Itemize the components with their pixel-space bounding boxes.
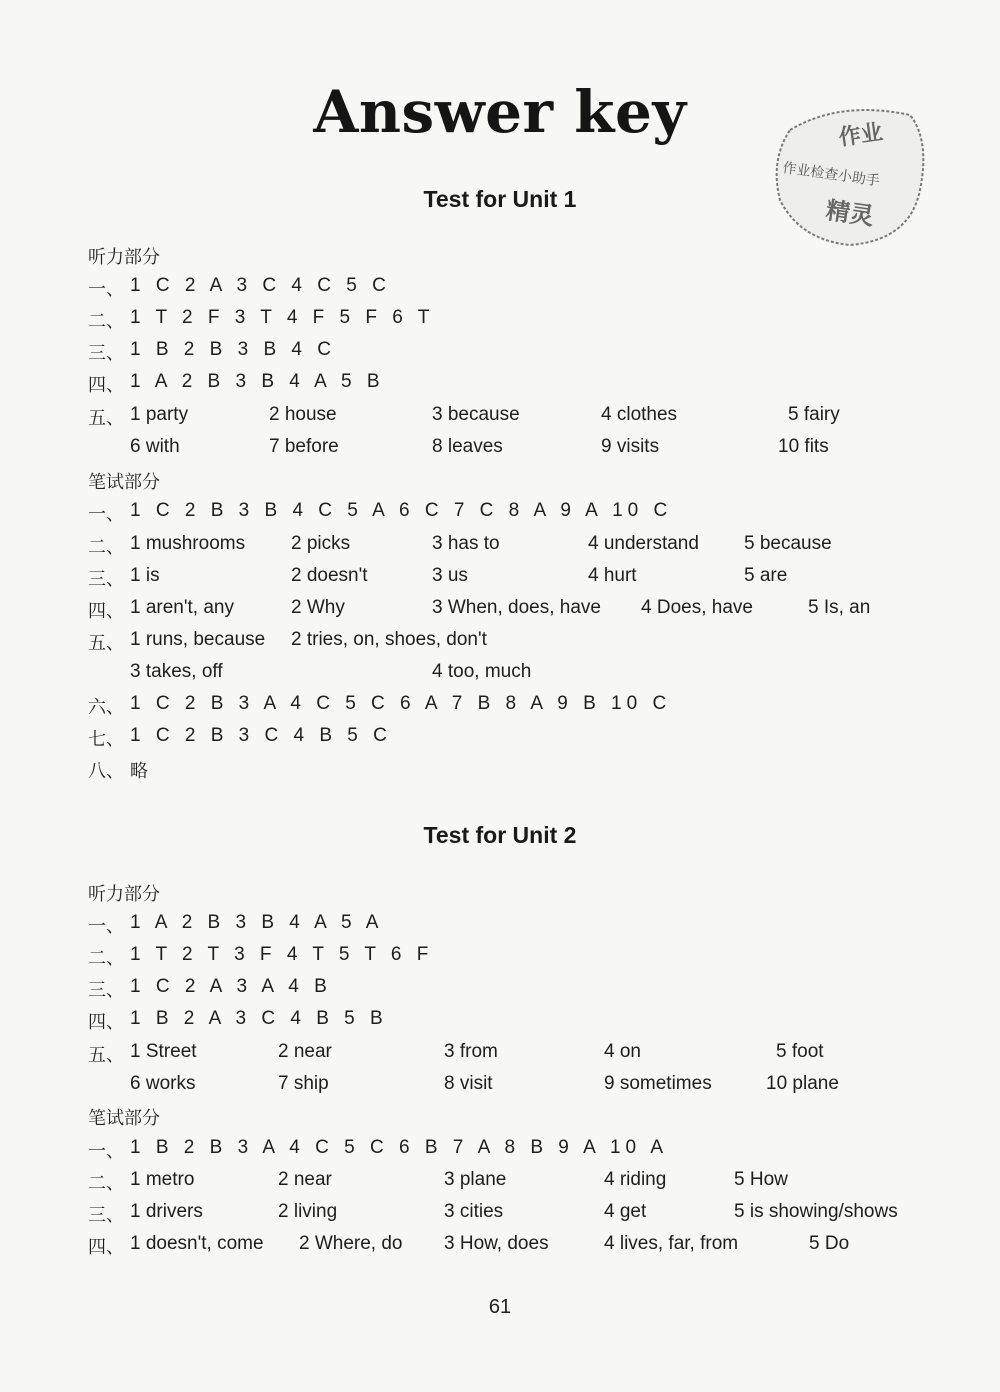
answer-cell: 8 leaves [432, 436, 503, 457]
answer-cell: 1 runs, because [130, 629, 266, 650]
unit1-writing-q4 [88, 597, 908, 623]
answer-cell: 4 hurt [588, 565, 637, 586]
answer-cell: 6 works [130, 1073, 196, 1094]
question-number: 六、 [88, 697, 124, 718]
answer-cell: 4 riding [604, 1169, 667, 1190]
answer-cell: 3 us [432, 565, 468, 586]
answer-cell: 1 mushrooms [130, 533, 246, 554]
answer-cell: 3 When, does, have [432, 597, 601, 618]
answer-cell: 1 drivers [130, 1201, 203, 1222]
question-number: 五、 [88, 408, 124, 429]
unit1-writing-q5-row1 [88, 629, 908, 655]
question-number: 三、 [88, 569, 124, 590]
question-number: 四、 [88, 375, 124, 396]
answer-cell: 4 understand [588, 533, 699, 554]
unit1-writing-label: 笔试部分 [88, 472, 160, 493]
answers: 1 C 2 B 3 B 4 C 5 A 6 C 7 C 8 A 9 A 10 C [130, 500, 673, 521]
unit1-listening-q5-row1 [88, 404, 908, 430]
answer-cell: 5 foot [776, 1041, 824, 1062]
answer-cell: 2 picks [291, 533, 351, 554]
unit1-listening-q5-row2 [88, 436, 908, 462]
answer-cell: 2 house [269, 404, 337, 425]
stamp-line1: 作业 [837, 120, 885, 151]
answers: 略 [130, 761, 153, 782]
question-number: 七、 [88, 729, 124, 750]
question-number: 四、 [88, 1012, 124, 1033]
answer-cell: 5 Is, an [808, 597, 871, 618]
homework-helper-stamp [770, 100, 930, 250]
answer-cell: 8 visit [444, 1073, 493, 1094]
unit2-listening-label: 听力部分 [88, 884, 160, 905]
answer-cell: 4 too, much [432, 661, 532, 682]
unit2-heading: Test for Unit 2 [423, 822, 577, 848]
answer-cell: 9 sometimes [604, 1073, 712, 1094]
question-number: 二、 [88, 1173, 124, 1194]
answers: 1 B 2 B 3 B 4 C [130, 339, 336, 360]
answer-cell: 5 How [734, 1169, 788, 1190]
answers: 1 C 2 A 3 C 4 C 5 C [130, 275, 391, 296]
answers: 1 C 2 B 3 A 4 C 5 C 6 A 7 B 8 A 9 B 10 C [130, 693, 672, 714]
unit2-listening-q5-row2 [88, 1073, 908, 1099]
answer-cell: 3 How, does [444, 1233, 549, 1254]
answer-cell: 4 get [604, 1201, 647, 1222]
answer-cell: 3 cities [444, 1201, 504, 1222]
answers: 1 A 2 B 3 B 4 A 5 A [130, 912, 384, 933]
answer-cell: 3 plane [444, 1169, 507, 1190]
question-number: 五、 [88, 1045, 124, 1066]
unit1-writing-q2 [88, 533, 908, 559]
answer-cell: 1 is [130, 565, 160, 586]
answer-cell: 2 Where, do [299, 1233, 403, 1254]
question-number: 一、 [88, 916, 124, 937]
answer-cell: 2 near [278, 1041, 332, 1062]
unit1-writing-q3 [88, 565, 908, 591]
question-number: 一、 [88, 279, 124, 300]
unit1-listening-label: 听力部分 [88, 247, 160, 268]
answer-cell: 2 living [278, 1201, 338, 1222]
answer-cell: 3 takes, off [130, 661, 223, 682]
question-number: 二、 [88, 537, 124, 558]
answer-cell: 3 from [444, 1041, 498, 1062]
question-number: 五、 [88, 633, 124, 654]
answers: 1 B 2 A 3 C 4 B 5 B [130, 1008, 388, 1029]
question-number: 二、 [88, 948, 124, 969]
question-number: 一、 [88, 504, 124, 525]
answers: 1 C 2 B 3 C 4 B 5 C [130, 725, 392, 746]
page-number: 61 [488, 1296, 512, 1318]
answer-cell: 4 on [604, 1041, 641, 1062]
answer-cell: 5 fairy [788, 404, 840, 425]
answer-cell: 1 Street [130, 1041, 197, 1062]
unit1-writing-q5-row2 [88, 661, 908, 687]
answers: 1 T 2 F 3 T 4 F 5 F 6 T [130, 307, 435, 328]
answers: 1 A 2 B 3 B 4 A 5 B [130, 371, 385, 392]
answer-cell: 5 Do [809, 1233, 850, 1254]
question-number: 一、 [88, 1141, 124, 1162]
unit1-heading: Test for Unit 1 [423, 186, 577, 212]
question-number: 四、 [88, 601, 124, 622]
answers: 1 B 2 B 3 A 4 C 5 C 6 B 7 A 8 B 9 A 10 A [130, 1137, 669, 1158]
answer-cell: 6 with [130, 436, 180, 457]
question-number: 八、 [88, 761, 124, 782]
unit2-writing-q2 [88, 1169, 918, 1195]
question-number: 三、 [88, 1205, 124, 1226]
answer-cell: 3 because [432, 404, 520, 425]
answer-cell: 1 aren't, any [130, 597, 234, 618]
stamp-line2: 作业检查小助手 [781, 160, 881, 190]
answer-cell: 1 metro [130, 1169, 195, 1190]
answer-cell: 5 are [744, 565, 788, 586]
answers: 1 T 2 T 3 F 4 T 5 T 6 F [130, 944, 434, 965]
question-number: 三、 [88, 343, 124, 364]
question-number: 四、 [88, 1237, 124, 1258]
answers: 1 C 2 A 3 A 4 B [130, 976, 332, 997]
answer-cell: 10 plane [766, 1073, 839, 1094]
answer-cell: 3 has to [432, 533, 500, 554]
answer-cell: 2 tries, on, shoes, don't [291, 629, 487, 650]
answer-cell: 2 Why [291, 597, 345, 618]
answer-cell: 5 because [744, 533, 832, 554]
answer-cell: 1 party [130, 404, 189, 425]
answer-cell: 9 visits [601, 436, 660, 457]
page-title: Answer key [313, 78, 687, 146]
answer-cell: 1 doesn't, come [130, 1233, 264, 1254]
answer-cell: 7 ship [278, 1073, 329, 1094]
answer-cell: 4 lives, far, from [604, 1233, 739, 1254]
stamp-line3: 精灵 [824, 196, 876, 231]
question-number: 三、 [88, 980, 124, 1001]
answer-cell: 2 doesn't [291, 565, 368, 586]
unit2-writing-q3 [88, 1201, 918, 1227]
unit2-listening-q5-row1 [88, 1041, 908, 1067]
answer-cell: 4 Does, have [641, 597, 753, 618]
unit2-writing-label: 笔试部分 [88, 1108, 160, 1129]
question-number: 二、 [88, 311, 124, 332]
answer-cell: 2 near [278, 1169, 332, 1190]
answer-cell: 10 fits [778, 436, 829, 457]
unit2-writing-q4 [88, 1233, 918, 1259]
answer-cell: 7 before [269, 436, 339, 457]
answer-cell: 5 is showing/shows [734, 1201, 898, 1222]
answer-cell: 4 clothes [601, 404, 678, 425]
